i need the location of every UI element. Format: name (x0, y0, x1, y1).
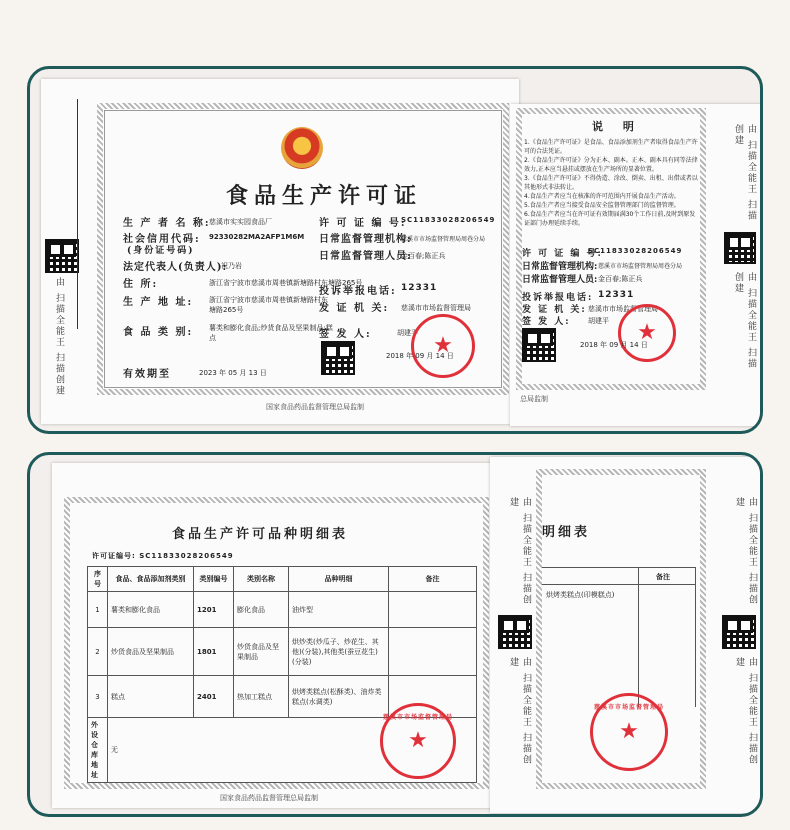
category-code: 1801 (194, 628, 234, 676)
table-header-row (88, 567, 477, 592)
supervisor-person-label: 日常监督管理人员: (319, 251, 412, 262)
note-item: 3.《食品生产许可证》不得伪造、涂改、倒卖、出租、出借或者以其他形式非法转让。 (524, 175, 698, 191)
note-item: 5.食品生产者应当接受食品安全监督管理部门的监督管理。 (524, 202, 680, 209)
category-name: 膨化食品 (234, 592, 289, 628)
food-category: 炒货食品及坚果制品 (108, 628, 194, 676)
note-item: 6.食品生产者应当在许可证有效期届满30个工作日前,及时到原发证部门办理延续手续。 (524, 211, 696, 227)
notes-signer-label: 签 发 人: (522, 317, 571, 327)
detail2-item: 烘烤类糕点(印模糕点) (546, 591, 615, 599)
variety-details: 烘烤类糕点(松酥类)、油炸类糕点(水调类) (289, 676, 389, 718)
license-certificate (41, 79, 519, 424)
legal-rep-value: 祝乃岩 (221, 262, 242, 270)
notes-license-no: SC11833028206549 (588, 247, 683, 255)
seal-star-icon: ★ (637, 320, 657, 345)
sign-date: 2018 年 09 月 14 日 (386, 352, 454, 360)
notes-issuer: 慈溪市市场监督管理局 (588, 305, 658, 313)
bottom-panel (27, 452, 763, 817)
category-label: 食 品 类 别: (123, 327, 194, 338)
row-number: 3 (88, 676, 108, 718)
scanner-watermark: 由 扫描全能王 扫描创建 (734, 497, 757, 606)
qr-code (321, 341, 355, 375)
detail2-title: 明细表 (542, 525, 591, 540)
scanner-watermark: 由 扫描全能王 扫描创建 (508, 497, 531, 606)
credit-code-label: 社会信用代码: (123, 234, 201, 245)
detail2-divider (638, 568, 639, 707)
note-item: 1.《食品生产许可证》是食品、食品添加剂生产者取得食品生产许可的合法凭证。 (524, 139, 698, 155)
top-panel (27, 66, 763, 434)
certificate-footer: 国家食品药品监督管理总局监制 (266, 403, 364, 411)
column-header: 食品、食品添加剂类别 (108, 567, 194, 592)
seal-star-icon: ★ (433, 333, 453, 358)
supervisor-org-value: 慈溪市市场监督管理局周巷分局 (401, 236, 486, 243)
detail-footer: 国家食品药品监督管理总局监制 (220, 794, 318, 802)
column-header: 序号 (88, 567, 108, 592)
variety-details: 油炸型 (289, 592, 389, 628)
detail2-note-header: 备注 (656, 573, 670, 581)
table-row (88, 628, 477, 676)
signer-value: 胡建平 (397, 329, 418, 337)
scanner-watermark: 由 扫描全能王 扫描创建 (734, 657, 757, 766)
issuer-value: 慈溪市市场监督管理局 (401, 304, 471, 312)
qr-code (722, 615, 756, 649)
qr-code (522, 328, 556, 362)
official-seal (590, 693, 668, 771)
validity-value: 2023 年 05 月 13 日 (199, 369, 267, 377)
notes-date: 2018 年 09 月 14 日 (580, 341, 648, 349)
supervisor-person-value: 金百春;陈正兵 (401, 252, 446, 260)
seal-star-icon: ★ (619, 719, 639, 744)
seal-star-icon: ★ (408, 728, 428, 753)
detail-title: 食品生产许可品种明细表 (172, 527, 349, 542)
notes-sheet (510, 104, 762, 426)
row-number: 2 (88, 628, 108, 676)
credit-code-value: 92330282MA2AFP1M6M (209, 233, 305, 241)
notes-hotline-label: 投诉举报电话: (522, 293, 594, 303)
detail-license-no: 许可证编号: SC11833028206549 (92, 552, 234, 560)
notes-list (524, 138, 700, 228)
note-item: 4.食品生产者应当在核准的许可范围内开展食品生产活动。 (524, 193, 680, 200)
notes-issuer-label: 发 证 机 关: (522, 305, 587, 315)
food-category: 糕点 (108, 676, 194, 718)
legal-rep-label: 法定代表人(负责人): (123, 262, 228, 273)
certificate-title: 食品生产许可证 (226, 183, 423, 209)
issuer-label: 发 证 机 关: (319, 303, 390, 314)
scanner-watermark: 由 扫描全能王 扫描创建 (733, 124, 756, 222)
table-row (88, 592, 477, 628)
id-number-label: (身份证号码) (127, 246, 195, 256)
residence-label: 住 所: (123, 279, 159, 290)
license-no-value: SC11833028206549 (401, 216, 496, 224)
notes-person-label: 日常监督管理人员: (522, 275, 598, 285)
producer-label: 生 产 者 名 称: (123, 218, 211, 229)
address-label: 生 产 地 址: (123, 297, 194, 308)
food-category: 薯类和膨化食品 (108, 592, 194, 628)
category-code: 1201 (194, 592, 234, 628)
hotline-value: 12331 (401, 283, 438, 293)
notes-org: 慈溪市市场监督管理局周巷分局 (598, 263, 683, 270)
detail-sheet-2 (490, 457, 762, 813)
remark (389, 628, 477, 676)
notes-person: 金百春;陈正兵 (598, 275, 643, 283)
validity-label: 有效期至 (123, 369, 171, 380)
scanner-watermark: 由 扫描全能王 扫描创建 (733, 272, 756, 370)
seal-text: 慈溪市市场监督管理局 (593, 704, 665, 711)
address-value: 浙江省宁波市慈溪市周巷镇新塘路村东塘路265号 (209, 296, 328, 314)
column-header: 品种明细 (289, 567, 389, 592)
detail2-header-line (542, 584, 695, 585)
column-header: 类别名称 (234, 567, 289, 592)
national-emblem (281, 127, 323, 169)
qr-code (724, 232, 756, 264)
notes-hotline: 12331 (598, 290, 635, 300)
note-item: 2.《食品生产许可证》分为正本、副本。正本、副本具有同等法律效力,正本应当悬挂或摆放在生产场所的显著位置。 (524, 157, 698, 173)
official-seal (411, 314, 475, 378)
license-no-label: 许 可 证 编 号: (319, 218, 407, 229)
notes-license-no-label: 许 可 证 编 号: (522, 249, 603, 259)
hotline-label: 投诉举报电话: (319, 286, 397, 297)
residence-value: 浙江省宁波市慈溪市周巷镇新塘路村东塘路265号 (209, 279, 363, 287)
qr-code (45, 239, 79, 273)
category-value: 薯类和膨化食品;炒货食品及坚果制品;糕点 (209, 324, 333, 342)
scanner-watermark: 由 扫描全能王 扫描创建 (508, 657, 531, 766)
notes-signer: 胡建平 (588, 317, 609, 325)
notes-org-label: 日常监督管理机构: (522, 262, 598, 272)
category-code: 2401 (194, 676, 234, 718)
producer-value: 慈溪市实实园食品厂 (209, 218, 272, 226)
warehouse-label: 外设仓库地址 (88, 718, 108, 783)
notes-footer: 总局监制 (520, 395, 548, 403)
seal-text: 慈溪市市场监督管理局 (382, 714, 454, 721)
qr-code (498, 615, 532, 649)
warehouse-value: 无 (108, 718, 477, 783)
edge-line (77, 99, 78, 329)
official-seal (380, 703, 456, 779)
scanner-watermark: 由 扫描全能王 扫描创建 (54, 277, 64, 397)
notes-title: 说 明 (592, 120, 642, 133)
remark (389, 592, 477, 628)
column-header: 备注 (389, 567, 477, 592)
official-seal (618, 304, 676, 362)
row-number: 1 (88, 592, 108, 628)
supervisor-org-label: 日常监督管理机构: (319, 234, 412, 245)
detail-sheet (52, 463, 520, 808)
category-name: 炒货食品及坚果制品 (234, 628, 289, 676)
column-header: 类别编号 (194, 567, 234, 592)
category-name: 热加工糕点 (234, 676, 289, 718)
signer-label: 签 发 人: (319, 329, 372, 340)
variety-details: 烘炒类(炒瓜子、炒花生、其他)(分装),其他类(蚕豆花生)(分装) (289, 628, 389, 676)
detail2-table (542, 567, 696, 707)
